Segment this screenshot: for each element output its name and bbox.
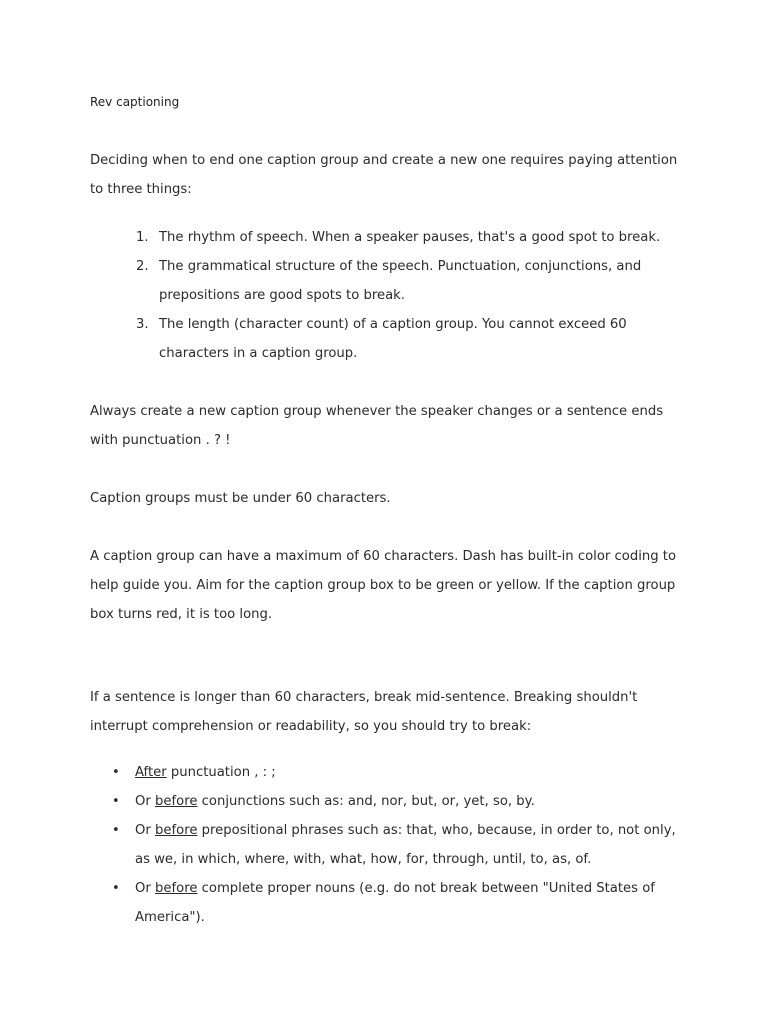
numbered-list-item (90, 252, 679, 310)
list-item-text: The length (character count) of a caption group. You cannot exceed 60 characters in a caption group. (159, 317, 627, 361)
bullet-list (90, 758, 690, 932)
underlined-keyword: before (155, 881, 198, 896)
document-title: Rev captioning (90, 95, 180, 109)
under-60-paragraph: Caption groups must be under 60 characters. (90, 491, 391, 506)
list-item-text: The grammatical structure of the speech. Punctuation, conjunctions, and prepositions are good spots to break. (159, 259, 642, 303)
list-number: 3. (136, 317, 149, 332)
intro-paragraph: Deciding when to end one caption group and create a new one requires paying attention to three things: (90, 153, 678, 197)
bullet-text: complete proper nouns (e.g. do not break between "United States of America"). (135, 881, 655, 925)
bullet-list-item (90, 874, 680, 932)
underlined-keyword: before (155, 823, 198, 838)
bullet-list-item (90, 787, 680, 816)
list-item-text: The rhythm of speech. When a speaker pauses, that's a good spot to break. (159, 230, 661, 245)
bullet-icon: • (112, 823, 120, 838)
bullet-icon: • (112, 794, 120, 809)
bullet-prefix: Or (135, 794, 155, 809)
bullet-list-item (90, 758, 680, 787)
bullet-text: punctuation , : ; (166, 765, 276, 780)
bullet-prefix: Or (135, 881, 155, 896)
bullet-prefix: Or (135, 823, 155, 838)
speaker-change-paragraph: Always create a new caption group whenever the speaker changes or a sentence ends with punctuation . ? ! (90, 404, 664, 448)
bullet-list-item (90, 816, 680, 874)
max-characters-paragraph: A caption group can have a maximum of 60 characters. Dash has built-in color coding to help guide you. Aim for the caption group box to be green or yellow. If the caption group box turns red, it is too long. (90, 549, 677, 622)
underlined-keyword: before (155, 794, 198, 809)
list-number: 2. (136, 259, 149, 274)
list-number: 1. (136, 230, 149, 245)
underlined-keyword: After (135, 765, 167, 780)
bullet-text: conjunctions such as: and, nor, but, or, yet, so, by. (197, 794, 535, 809)
bullet-icon: • (112, 765, 120, 780)
numbered-list-item (90, 223, 679, 252)
bullet-icon: • (112, 881, 120, 896)
bullet-text: prepositional phrases such as: that, who, because, in order to, not only, as we, in which, where, with, what, how, for, through, until, to, as, of. (135, 823, 676, 867)
numbered-list (90, 223, 690, 368)
numbered-list-item (90, 310, 679, 368)
long-sentence-paragraph: If a sentence is longer than 60 characters, break mid-sentence. Breaking shouldn't interrupt comprehension or readability, so you should try to break: (90, 690, 638, 734)
